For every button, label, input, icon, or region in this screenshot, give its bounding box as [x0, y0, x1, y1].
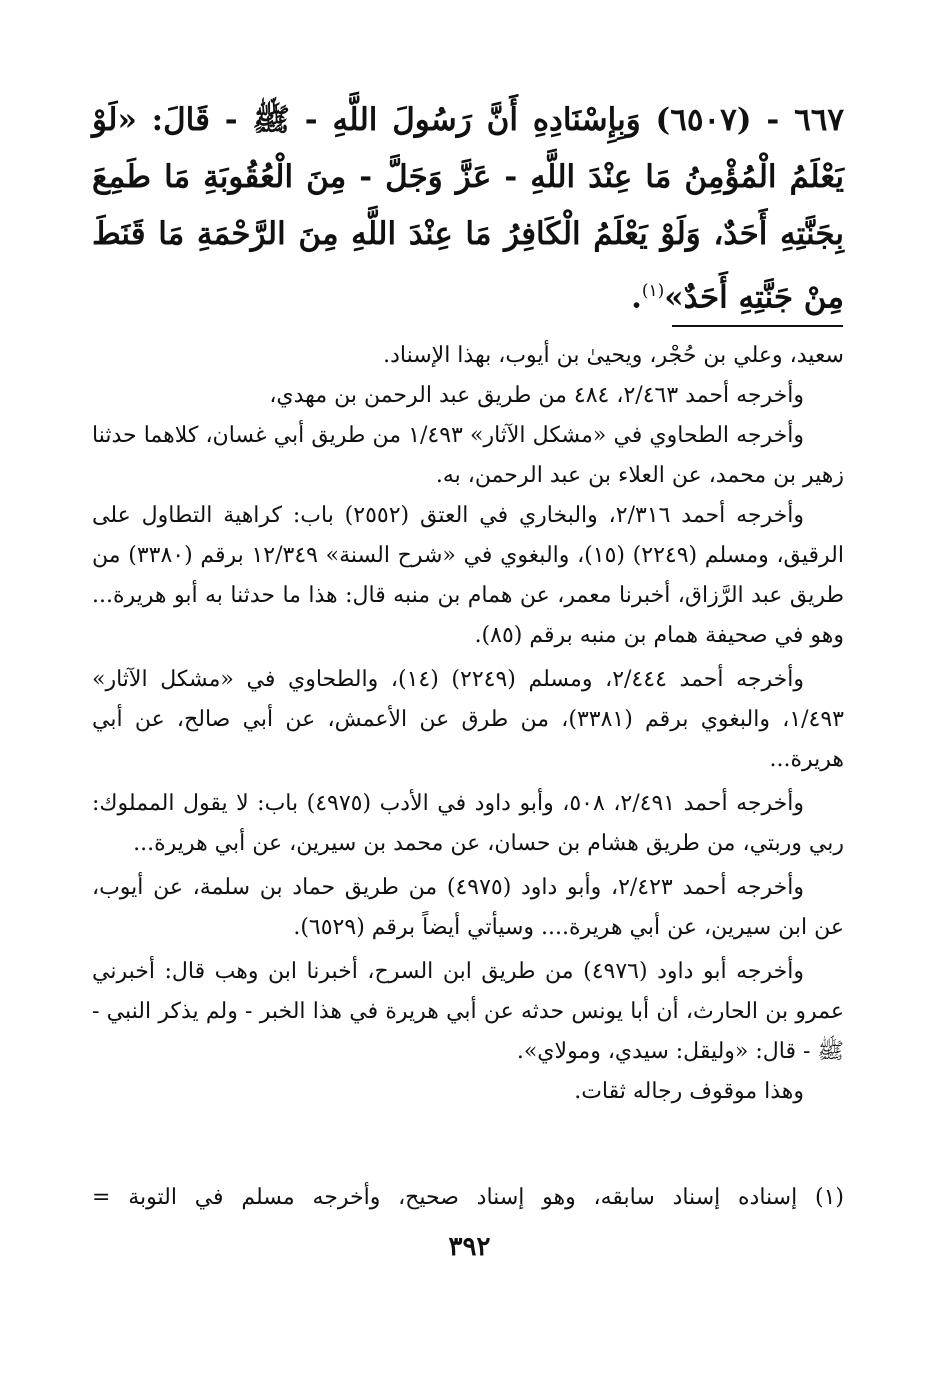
- hadith-number: ٦٦٧: [794, 102, 845, 138]
- note-paragraph: وأخرجه الطحاوي في «مشكل الآثار» ١/٤٩٣ من طريق أبي غسان، كلاهما حدثنا زهير بن محمد، عن العلاء بن عبد الرحمن، به.: [92, 423, 844, 488]
- note-paragraph: وأخرجه أحمد ٢/٤٩١، ٥٠٨، وأبو داود في الأدب (٤٩٧٥) باب: لا يقول المملوك: ربي وربتي، من طريق هشام بن حسان، عن محمد بن سيرين، عن أبي هريرة...: [92, 791, 844, 856]
- footnote-reference: (١): [641, 281, 665, 301]
- footnote-divider: [672, 325, 843, 327]
- note-paragraph: سعيد، وعلي بن حُجْر، ويحيىٰ بن أيوب، بهذا الإسناد.: [383, 343, 844, 368]
- hadith-end-mark: .: [631, 279, 642, 316]
- note-paragraph: وأخرجه أحمد ٢/٤٢٣، وأبو داود (٤٩٧٥) من طريق حماد بن سلمة، عن أيوب، عن ابن سيرين، عن أبي هريرة.... وسيأتي أيضاً برقم (٦٥٢٩).: [92, 875, 844, 940]
- note-paragraph: وهذا موقوف رجاله ثقات.: [574, 1079, 804, 1104]
- note-paragraph: وأخرجه أحمد ٢/٣١٦، والبخاري في العتق (٢٥٥٢) باب: كراهية التطاول على الرقيق، ومسلم (٢٢٤٩) (١٥)، والبغوي في «شرح السنة» ١٢/٣٤٩ برقم (٣٣٨٠) من طريق عبد الرَّزاق، أخبرنا معمر، عن همام بن منبه قال: هذا ما حدثنا به أبو هريرة... وهو في صحيفة همام بن منبه برقم (٨٥).: [92, 503, 844, 648]
- note-paragraph: وأخرجه أبو داود (٤٩٧٦) من طريق ابن السرح، أخبرنا ابن وهب قال: أخبرني عمرو بن الحارث، أن أبا يونس حدثه عن أبي هريرة في هذا الخبر - ولم يذكر النبي - ﷺ - قال: «وليقل: سيدي، ومولاي».: [92, 959, 844, 1064]
- hadith-body: - (٦٥٠٧) وَبِإِسْنَادِهِ أَنَّ رَسُولَ اللَّهِ - ﷺ - قَالَ: «لَوْ يَعْلَمُ الْمُؤْمِنُ مَا عِنْدَ اللَّهِ - عَزَّ وَجَلَّ - مِنَ الْعُقُوبَةِ مَا طَمِعَ بِجَنَّتِهِ أَحَدٌ، وَلَوْ يَعْلَمُ الْكَافِرُ مَا عِنْدَ اللَّهِ مِنَ الرَّحْمَةِ مَا قَنَطَ مِنْ جَنَّتِهِ أَحَدٌ»: [92, 102, 844, 316]
- hadith-text: [92, 92, 844, 326]
- page-number: ٣٩٢: [448, 1232, 491, 1262]
- note-paragraph: وأخرجه أحمد ٢/٤٦٣، ٤٨٤ من طريق عبد الرحمن بن مهدي،: [269, 383, 804, 408]
- footnote: (١) إسناده إسناد سابقه، وهو إسناد صحيح، وأخرجه مسلم في التوبة =: [92, 1185, 844, 1210]
- hadith-paragraph: [92, 92, 844, 326]
- note-paragraph: وأخرجه أحمد ٢/٤٤٤، ومسلم (٢٢٤٩) (١٤)، والطحاوي في «مشكل الآثار» ١/٤٩٣، والبغوي برقم (٣٣٨١)، من طرق عن الأعمش، عن أبي صالح، عن أبي هريرة...: [92, 667, 844, 772]
- commentary-notes: [92, 336, 844, 1112]
